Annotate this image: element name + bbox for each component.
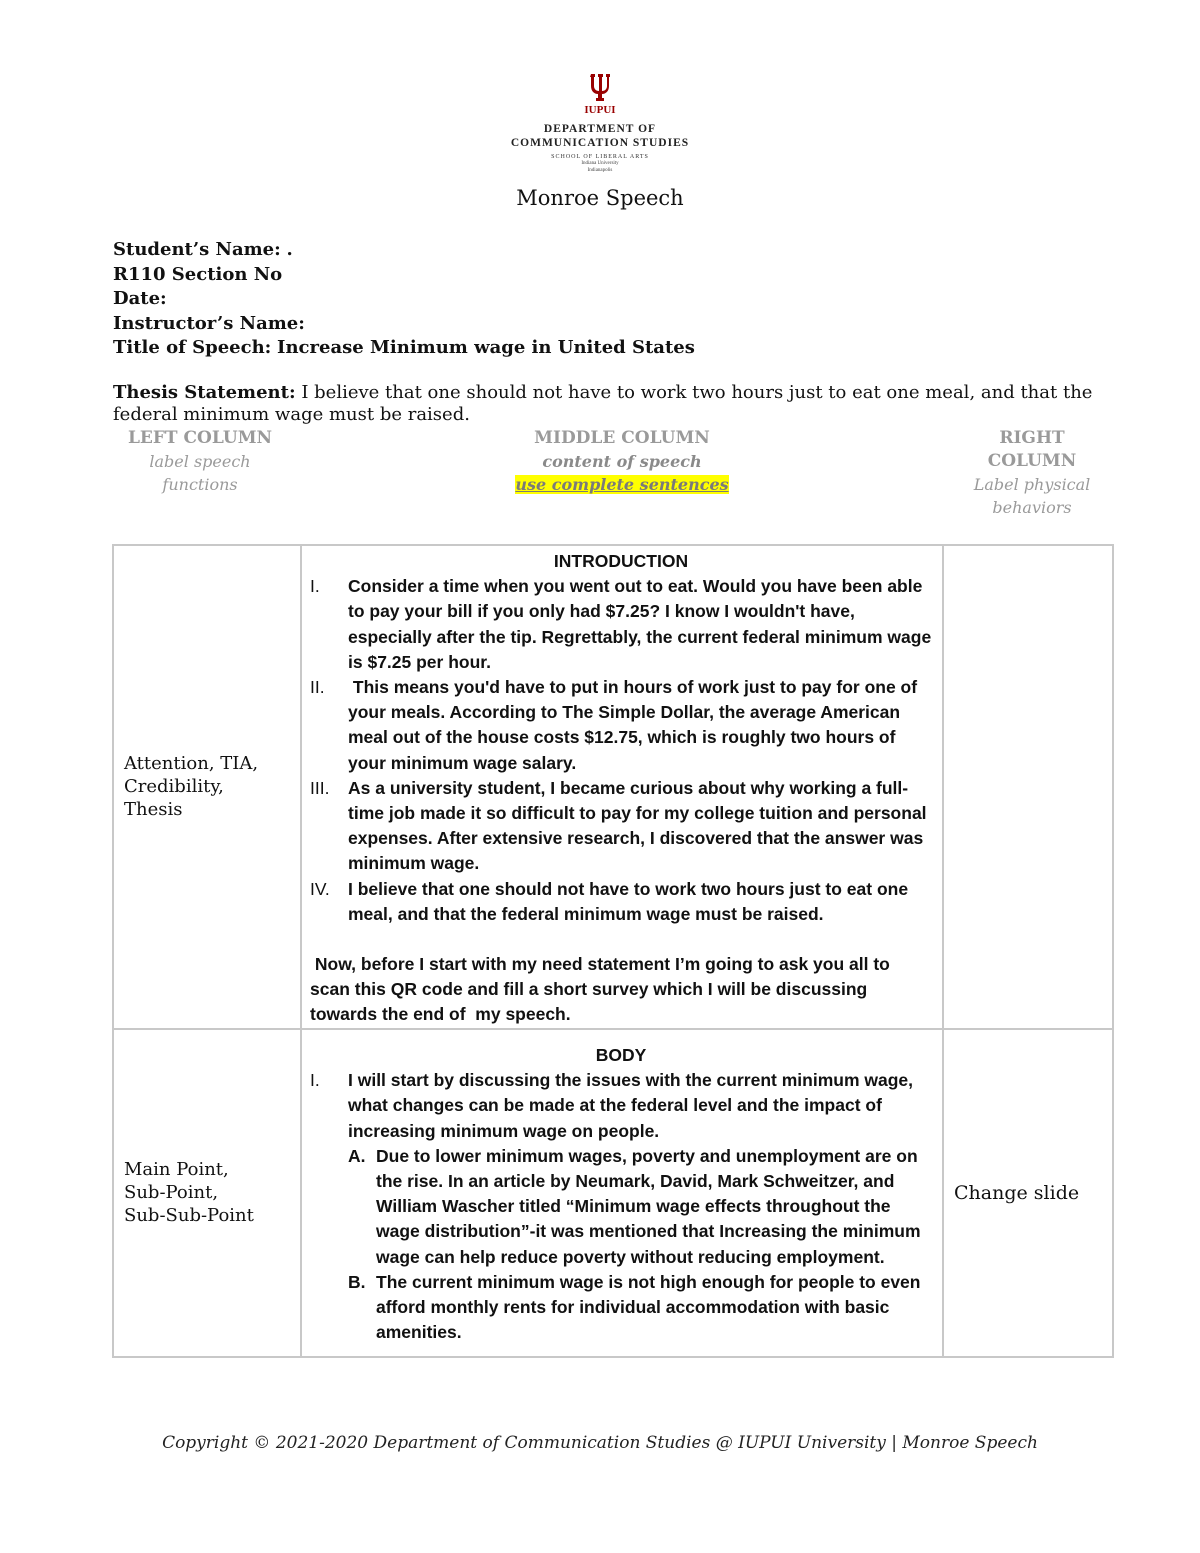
list-item: II. This means you'd have to put in hours of work just to pay for one of your meals. According to The Simple Dollar, the average American meal out of the house costs $12.75, which is roughly two hours of your minimum wage salary. — [310, 677, 922, 773]
department-logo — [490, 72, 710, 174]
field-speech-title: Title of Speech: Increase Minimum wage in United States — [113, 337, 695, 358]
field-date: Date: — [113, 288, 167, 309]
iu-line-2: Indianapolis — [587, 168, 613, 173]
introduction-row — [113, 545, 1113, 1029]
trident-logo-icon — [587, 72, 613, 102]
field-student-name: Student’s Name: . — [113, 239, 293, 260]
list-item: I. Consider a time when you went out to eat. Would you have been able to pay your bill if you only had $7.25? I know I wouldn't have, especially after the tip. Regrettably, the current federal minimum wage is $7.25 per hour. — [310, 576, 932, 672]
body-heading: BODY — [595, 1044, 647, 1065]
intro-left-cell: Attention, TIA, Credibility, Thesis — [113, 545, 301, 1029]
thesis-text: I believe that one should not have to work two hours just to eat one meal, and that the federal minimum wage must be raised. — [113, 382, 1093, 425]
copyright-footer: Copyright © 2021-2020 Department of Communication Studies @ IUPUI University | Monroe Speech — [162, 1433, 1038, 1453]
department-line-1: DEPARTMENT OF — [543, 123, 657, 135]
sub-list-item: B. The current minimum wage is not high enough for people to even afford monthly rents for individual accommodation with basic amenities. — [348, 1271, 921, 1343]
middle-column-header: MIDDLE COLUMN content of speech use complete sentences — [515, 428, 729, 494]
speech-outline-table — [112, 544, 1114, 1358]
list-item: IV. I believe that one should not have to work two hours just to eat one meal, and that the federal minimum wage must be raised. — [310, 878, 909, 924]
intro-right-cell — [943, 545, 1113, 1029]
left-column-header: LEFT COLUMN label speech functions — [127, 428, 273, 494]
university-name: IUPUI — [584, 104, 616, 116]
list-item: III. As a university student, I became curious about why working a full-time job made it so difficult to pay for my college tuition and personal expenses. After extensive research, I discovered that the answer was minimum wage. — [310, 777, 927, 874]
introduction-heading: INTRODUCTION — [553, 551, 689, 571]
thesis-label: Thesis Statement: — [113, 382, 296, 403]
body-right-cell: Change slide — [943, 1029, 1113, 1357]
highlighted-instruction: use complete sentences — [515, 475, 729, 494]
intro-middle-cell — [301, 545, 943, 1029]
field-section-no: R110 Section No — [113, 263, 283, 285]
right-column-header: RIGHT COLUMN Label physical behaviors — [973, 428, 1091, 517]
thesis-statement — [113, 382, 1093, 426]
body-left-cell: Main Point, Sub-Point, Sub-Sub-Point — [113, 1029, 301, 1357]
field-instructor-name: Instructor’s Name: — [113, 312, 305, 334]
intro-closing-paragraph: Now, before I start with my need statement I’m going to ask you all to scan this QR code and fill a short survey which I will be discussing towards the end of my speech. — [310, 954, 895, 1025]
list-item: I. I will start by discussing the issues with the current minimum wage, what changes can be made at the federal level and the impact of increasing minimum wage on people. — [310, 1070, 913, 1141]
document-title: Monroe Speech — [516, 186, 684, 210]
iu-line-1: Indiana University — [581, 161, 619, 166]
header-fields — [113, 238, 695, 361]
body-row — [113, 1029, 1113, 1357]
department-line-2: COMMUNICATION STUDIES — [510, 137, 690, 149]
sub-list-item: A. Due to lower minimum wages, poverty and unemployment are on the rise. In an article by Neumark, David, Mark Schweitzer, and William Wascher titled “Minimum wage effects throughout the wage distribution”-it was mentioned that Increasing the minimum wage can help reduce poverty without reducing employment. — [348, 1145, 921, 1267]
school-name: SCHOOL OF LIBERAL ARTS — [551, 154, 649, 160]
body-middle-cell — [301, 1029, 943, 1357]
